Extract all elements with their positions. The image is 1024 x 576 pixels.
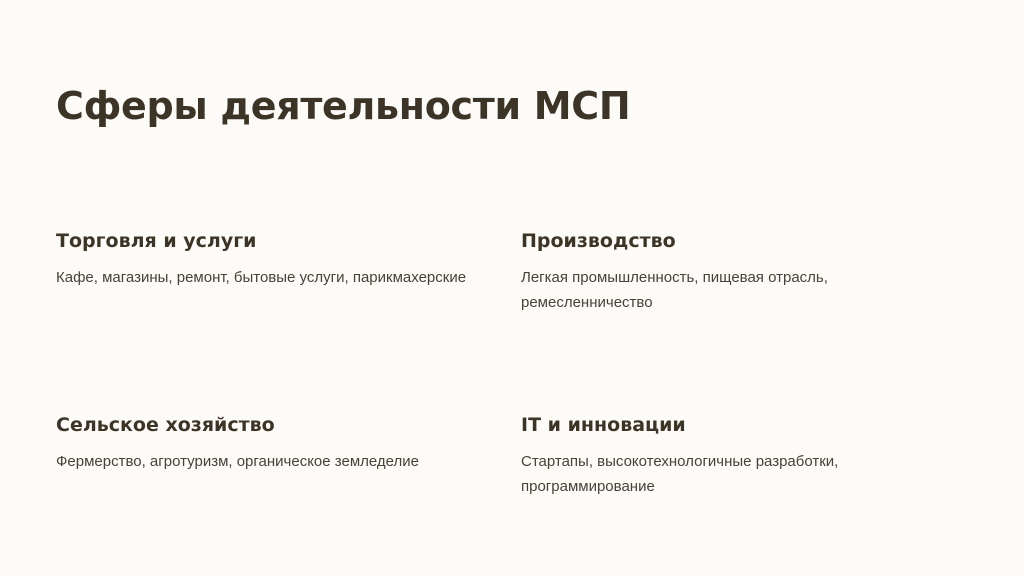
sector-heading: Торговля и услуги (56, 230, 257, 252)
sector-description: Кафе, магазины, ремонт, бытовые услуги, парикмахерские (56, 269, 467, 286)
sector-description: Легкая промышленность, пищевая отрасль, ремесленничество (521, 269, 828, 311)
sector-description: Фермерство, агротуризм, органическое земледелие (56, 453, 419, 470)
sector-card-trade-services (56, 228, 496, 290)
sector-card-it-innovation (521, 412, 881, 499)
sector-card-agriculture (56, 412, 496, 474)
sector-heading: Сельское хозяйство (56, 414, 275, 436)
sector-card-production (521, 228, 881, 315)
page-title: Сферы деятельности МСП (56, 84, 631, 128)
sector-heading: Производство (521, 230, 676, 252)
sector-heading: IT и инновации (521, 414, 686, 436)
sector-description: Стартапы, высокотехнологичные разработки, программирование (521, 453, 839, 495)
